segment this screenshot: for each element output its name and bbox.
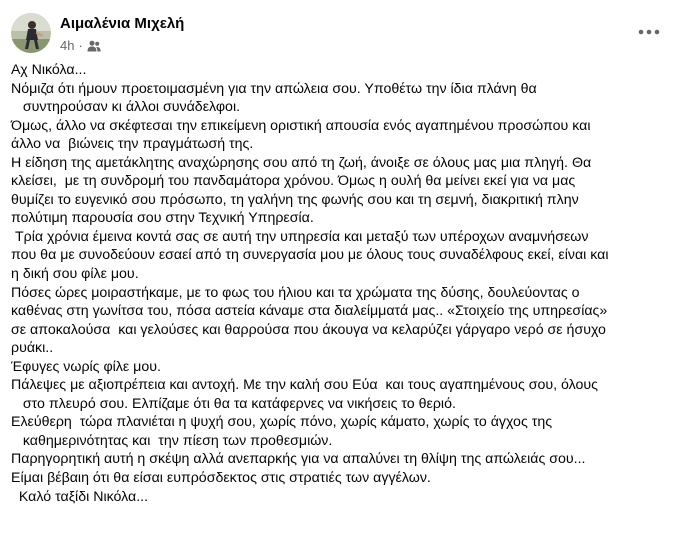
post-line: σε αποκαλούσα και γελούσες και θαρρούσα που άκουγα να κελαρύζει γάργαρο νερό σε ήσυχο	[11, 321, 606, 338]
post-line: η δική σου φίλε μου.	[11, 266, 139, 283]
post-line: Αχ Νικόλα...	[11, 62, 87, 78]
post-line: καθένας στη γωνίτσα του, πόσα αστεία κάναμε στα διαλείμματά μας.. «Στοιχείο της υπηρεσίας»	[11, 303, 608, 320]
post-line: Όμως, άλλο να σκέφτεσαι την επικείμενη οριστική απουσία ενός αγαπημένου προσώπου και	[11, 117, 591, 134]
author-name[interactable]: Αιμαλένια Μιχελή	[60, 15, 185, 32]
separator-dot: ·	[78, 38, 83, 53]
post-line: θυμίζει το ευγενικό σου πρόσωπο, τη γαλήνη της φωνής σου και τη σεμνή, διακριτική πλην	[11, 191, 579, 208]
avatar[interactable]	[11, 13, 51, 53]
post-line: Τρία χρόνια έμεινα κοντά σας σε αυτή την υπηρεσία και μεταξύ των υπέροχων αναμνήσεων	[11, 228, 589, 245]
post-line: συντηρούσαν κι άλλοι συνάδελφοι.	[11, 99, 241, 116]
post-line: Παρηγορητική αυτή η σκέψη αλλά ανεπαρκής για να απαλύνει τη θλίψη της απώλειάς σου...	[11, 451, 586, 468]
post-time[interactable]: 4h	[60, 38, 75, 53]
friends-icon[interactable]	[87, 40, 101, 52]
post-line: στο πλευρό σου. Ελπίζαμε ότι θα τα κατάφερνες να νικήσεις το θεριό.	[11, 395, 456, 412]
post-line: κλείσει, με τη συνδρομή του πανδαμάτορα χρόνου. Όμως η ουλή θα μείνει εκεί για να μας	[11, 173, 576, 190]
post-line: Η είδηση της αμετάκλητης αναχώρησης σου από τη ζωή, άνοιξε σε όλους μας μια πληγή. Θα	[11, 154, 592, 171]
post-line: Πάλεψες με αξιοπρέπεια και αντοχή. Με την καλή σου Εύα και τους αγαπημένους σου, όλους	[11, 377, 598, 394]
post-line: Ελεύθερη τώρα πλανιέται η ψυχή σου, χωρίς πόνο, χωρίς κάματο, χωρίς το άγχος της	[11, 414, 553, 431]
post-line: Νόμιζα ότι ήμουν προετοιμασμένη για την απώλεια σου. Υποθέτω την ίδια πλάνη θα	[11, 80, 537, 97]
post-line: Είμαι βέβαιη ότι θα είσαι ευπρόσδεκτος στις στρατιές των αγγέλων.	[11, 470, 431, 487]
post-line: που θα με συνοδεύουν εσαεί από τη συνεργασία μου με όλους τους συναδέλφους εκεί, είναι και	[11, 247, 609, 264]
post-text	[11, 61, 661, 506]
post-line: πολύτιμη παρουσία σου στην Τεχνική Υπηρεσία.	[11, 210, 314, 227]
post-line: καθημερινότητας και την πίεση των προθεσμιών.	[11, 432, 333, 449]
post-line: Καλό ταξίδι Νικόλα...	[11, 488, 149, 505]
post-meta	[60, 38, 101, 53]
post-line: Πόσες ώρες μοιραστήκαμε, με το φως του ήλιου και τα χρώματα της δύσης, δουλεύοντας ο	[11, 284, 580, 301]
more-options-icon[interactable]	[635, 22, 663, 42]
post-line: άλλο να βιώνεις την πραγμάτωσή της.	[11, 136, 254, 153]
post-line: Έφυγες νωρίς φίλε μου.	[11, 358, 161, 375]
post-line: ρυάκι..	[11, 340, 54, 357]
post-header	[11, 12, 673, 56]
